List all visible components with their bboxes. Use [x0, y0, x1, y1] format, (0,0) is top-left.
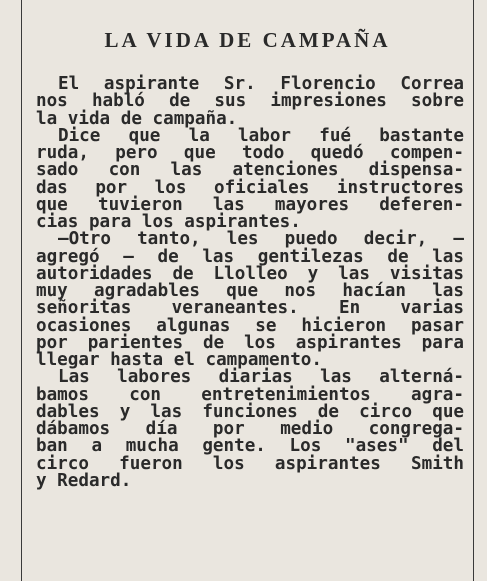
text-line: autoridades de Llolleo y las visitas [36, 263, 464, 284]
text-line: circo fueron los aspirantes Smith [36, 453, 464, 474]
paragraph-1 [36, 76, 464, 128]
text-line: ban a mucha gente. Los "ases" del [36, 436, 464, 457]
text-line: das por los oficiales instructores [36, 177, 464, 198]
text-line: señoritas veraneantes. En varias [36, 298, 464, 319]
text-line: cias para los aspirantes. [36, 212, 301, 232]
paragraph-4 [36, 369, 464, 490]
text-line: nos habló de sus impresiones sobre [36, 91, 464, 112]
text-line: sado con las atenciones dispensa- [36, 160, 464, 181]
text-line: por parientes de los aspirantes para [36, 332, 464, 353]
text-line: —Otro tanto, les puedo decir, — [58, 229, 464, 250]
newspaper-column [21, 0, 474, 581]
text-line: ocasiones algunas se hicieron pasar [36, 315, 464, 336]
article-headline: LA VIDA DE CAMPAÑA [104, 28, 391, 52]
text-line: y Redard. [36, 470, 132, 491]
paragraph-2 [36, 125, 464, 232]
text-line: llegar hasta el campamento. [36, 350, 322, 370]
text-line: agregó — de las gentilezas de las [36, 246, 464, 267]
text-line: El aspirante Sr. Florencio Correa [58, 74, 464, 94]
text-line: muy agradables que nos hacían las [36, 281, 464, 301]
text-line: que tuvieron las mayores deferen- [36, 194, 464, 215]
paragraph-3 [36, 231, 464, 369]
article-body [36, 76, 464, 490]
text-line: Las labores diarias las alterná- [58, 367, 464, 388]
text-line: ruda, pero que todo quedó compen- [36, 143, 464, 163]
text-line: Dice que la labor fué bastante [58, 125, 464, 146]
text-line: dables y las funciones de circo que [36, 401, 464, 422]
text-line: dábamos día por medio congrega- [36, 419, 464, 439]
text-line: la vida de campaña. [36, 108, 238, 129]
text-line: bamos con entretenimientos agra- [36, 384, 464, 405]
